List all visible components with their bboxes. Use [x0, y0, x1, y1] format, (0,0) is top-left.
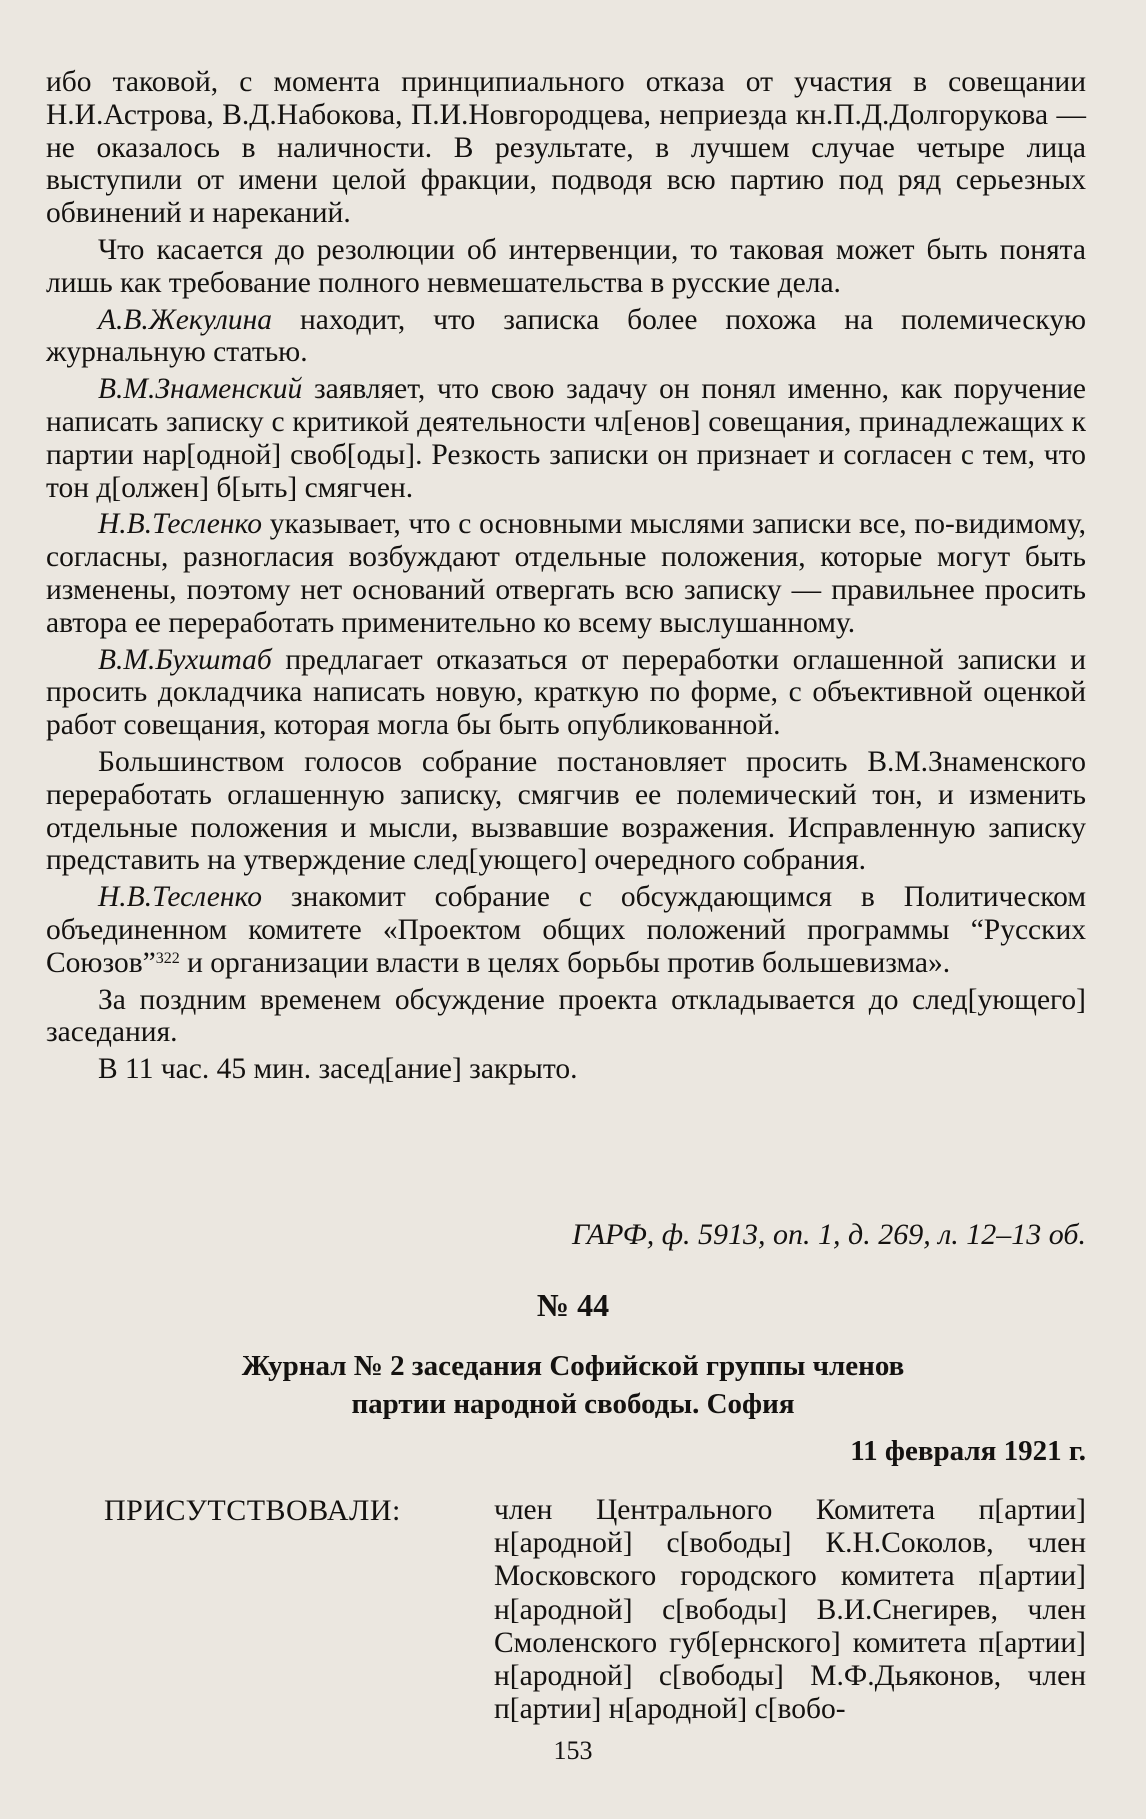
paragraph: Большинством голосов собрание постановляет просить В.М.Знаменского переработать оглашенную записку, смягчив ее полемический тон, и изменить отдельные положения и мысли, вызвавшие возражения. Исправленную записку представить на утверждение след[ующего] очередного собрания.	[46, 745, 1086, 877]
archive-source: ГАРФ, ф. 5913, оп. 1, д. 269, л. 12–13 об.	[571, 1218, 1086, 1251]
body-text	[46, 66, 1086, 1090]
present-label: ПРИСУТСТВОВАЛИ:	[104, 1494, 401, 1527]
paragraph: В 11 час. 45 мин. засед[ание] закрыто.	[98, 1053, 578, 1086]
page-number: 153	[553, 1736, 593, 1765]
paragraph: Н.В.Тесленко знакомит собрание с обсуждающимся в Политическом объединенном комитете «Проектом общих положений программы “Русских Союзов”$^{322}$ и организации власти в целях борьбы против большевизма».	[46, 881, 1086, 979]
paragraph: За поздним временем обсуждение проекта откладывается до след[ующего] заседания.	[46, 983, 1086, 1049]
document-date: 11 февраля 1921 г.	[850, 1435, 1086, 1467]
present-list: член Центрального Комитета п[артии] н[ародной] с[вободы] К.Н.Соколов, член Московского городского комитета п[артии] н[ародной] с[вободы] В.И.Снегирев, член Смоленского губ[ернского] комитета п[артии] н[ародной] с[вободы] М.Ф.Дьяконов, член п[артии] н[ародной] с[вобо-	[494, 1494, 1086, 1726]
document-title	[0, 1347, 1146, 1423]
footnote-ref: 322	[155, 949, 180, 967]
paragraph: А.В.Жекулина находит, что записка более похожа на полемическую журнальную статью.	[46, 303, 1086, 369]
paragraph: ибо таковой, с момента принципиального отказа от участия в совещании Н.И.Астрова, В.Д.Набокова, П.И.Новгородцева, неприезда кн.П.Д.Долгорукова — не оказалось в наличности. В результате, в лучшем случае четыре лица выступили от имени целой фракции, подводя всю партию под ряд серьезных обвинений и нареканий.	[46, 66, 1086, 230]
speaker-name: А.В.Жекулина	[98, 303, 273, 336]
speaker-name: Н.В.Тесленко	[98, 881, 262, 914]
speaker-name: Н.В.Тесленко	[98, 508, 262, 541]
speaker-name: В.М.Бухштаб	[98, 643, 272, 676]
title-line: Журнал № 2 заседания Софийской группы членов	[241, 1350, 905, 1382]
paragraph: Что касается до резолюции об интервенции, то таковая может быть понята лишь как требование полного невмешательства в русские дела.	[46, 233, 1086, 299]
document-number: № 44	[536, 1287, 610, 1323]
title-line: партии народной свободы. София	[351, 1388, 795, 1420]
speaker-name: В.М.Знаменский	[98, 373, 303, 406]
paragraph: Н.В.Тесленко указывает, что с основными мыслями записки все, по-видимому, согласны, разногласия возбуждают отдельные положения, которые могут быть изменены, поэтому нет оснований отвергать всю записку — правильнее просить автора ее переработать применительно ко всему выслушанному.	[46, 508, 1086, 639]
paragraph: В.М.Бухштаб предлагает отказаться от переработки оглашенной записки и просить докладчика написать новую, краткую по форме, с объективной оценкой работ совещания, которая могла бы быть опубликованной.	[46, 643, 1086, 742]
paragraph: В.М.Знаменский заявляет, что свою задачу он понял именно, как поручение написать записку с критикой деятельности чл[енов] совещания, принадлежащих к партии нар[одной] своб[оды]. Резкость записки он признает и согласен с тем, что тон д[олжен] б[ыть] смягчен.	[46, 373, 1086, 504]
